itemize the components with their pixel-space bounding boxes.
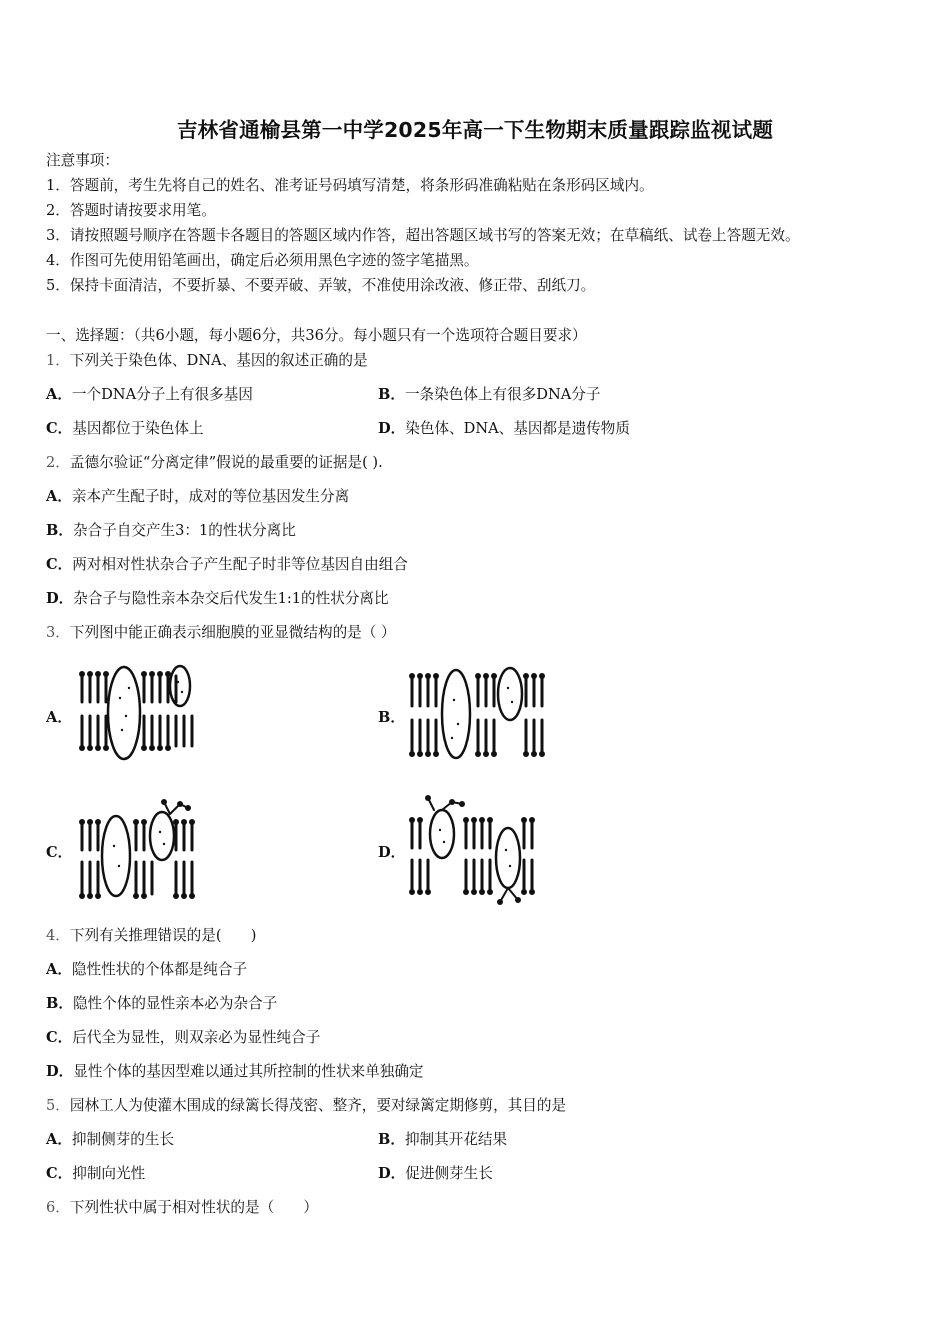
- notice-item: 5．保持卡面清洁，不要折暴、不要弄破、弄皱，不准使用涂改液、修正带、刮纸刀。: [46, 277, 596, 294]
- question-5-stem: [46, 1096, 566, 1116]
- membrane-diagram-a[interactable]: [74, 658, 204, 766]
- question-number: 4．: [46, 927, 70, 944]
- question-1-stem: [46, 351, 368, 371]
- question-text: 孟德尔验证“分离定律”假说的最重要的证据是( ).: [69, 454, 383, 471]
- notice-item: 4．作图可先使用铅笔画出，确定后必须用黑色字迹的签字笔描黑。: [46, 252, 479, 269]
- question-4-stem: [46, 926, 256, 946]
- question-number: 1．: [46, 352, 70, 369]
- option-b[interactable]: B．抑制其开花结果: [378, 1131, 508, 1148]
- option-b[interactable]: B．隐性个体的显性亲本必为杂合子: [46, 995, 278, 1012]
- question-text: 下列性状中属于相对性状的是（ ）: [69, 1199, 318, 1216]
- question-3-stem: [46, 623, 396, 643]
- option-d[interactable]: D．: [378, 844, 406, 861]
- option-a[interactable]: A．隐性性状的个体都是纯合子: [46, 961, 248, 978]
- option-a[interactable]: A．: [46, 709, 72, 726]
- notice-item: 1．答题前，考生先将自己的姓名、准考证号码填写清楚，将条形码准确粘贴在条形码区域内。: [46, 177, 654, 194]
- question-text: 下列图中能正确表示细胞膜的亚显微结构的是（ ）: [69, 624, 396, 641]
- question-number: 3．: [46, 624, 70, 641]
- option-b[interactable]: B．一条染色体上有很多DNA分子: [378, 386, 601, 403]
- option-d[interactable]: D．促进侧芽生长: [378, 1165, 493, 1182]
- section-heading: 一、选择题：（共6小题，每小题6分，共36分。每小题只有一个选项符合题目要求）: [46, 327, 587, 344]
- notice-item: 2．答题时请按要求用笔。: [46, 202, 216, 219]
- membrane-diagram-b[interactable]: [404, 664, 550, 764]
- option-c[interactable]: C．抑制向光性: [46, 1165, 146, 1182]
- option-c[interactable]: C．: [46, 844, 73, 861]
- question-2-stem: [46, 453, 383, 473]
- notice-heading: 注意事项：: [46, 152, 119, 169]
- question-6-stem: [46, 1198, 318, 1218]
- option-a[interactable]: A．亲本产生配子时，成对的等位基因发生分离: [46, 488, 350, 505]
- option-d[interactable]: D．显性个体的基因型难以通过其所控制的性状来单独确定: [46, 1063, 424, 1080]
- question-number: 2．: [46, 454, 70, 471]
- option-c[interactable]: C．后代全为显性，则双亲必为显性纯合子: [46, 1029, 321, 1046]
- membrane-diagram-c[interactable]: [74, 796, 204, 906]
- notice-item: 3．请按照题号顺序在答题卡各题目的答题区域内作答，超出答题区域书写的答案无效；在草稿纸、试卷上答题无效。: [46, 227, 800, 244]
- option-a[interactable]: A．抑制侧芽的生长: [46, 1131, 175, 1148]
- question-number: 5．: [46, 1097, 70, 1114]
- question-text: 园林工人为使灌木围成的绿篱长得茂密、整齐，要对绿篱定期修剪，其目的是: [69, 1097, 567, 1114]
- question-text: 下列关于染色体、DNA、基因的叙述正确的是: [69, 352, 368, 369]
- question-number: 6．: [46, 1199, 70, 1216]
- option-d[interactable]: D．杂合子与隐性亲本杂交后代发生1:1的性状分离比: [46, 590, 389, 607]
- option-b[interactable]: B．杂合子自交产生3：1的性状分离比: [46, 522, 296, 539]
- membrane-diagram-d[interactable]: [404, 790, 540, 908]
- option-c[interactable]: C．两对相对性状杂合子产生配子时非等位基因自由组合: [46, 556, 408, 573]
- option-a[interactable]: A．一个DNA分子上有很多基因: [46, 386, 253, 403]
- option-c[interactable]: C．基因都位于染色体上: [46, 420, 204, 437]
- option-d[interactable]: D．染色体、DNA、基因都是遗传物质: [378, 420, 630, 437]
- question-text: 下列有关推理错误的是( ): [69, 927, 257, 944]
- page-title: 吉林省通榆县第一中学2025年高一下生物期末质量跟踪监视试题: [176, 118, 774, 142]
- option-b[interactable]: B．: [378, 709, 405, 726]
